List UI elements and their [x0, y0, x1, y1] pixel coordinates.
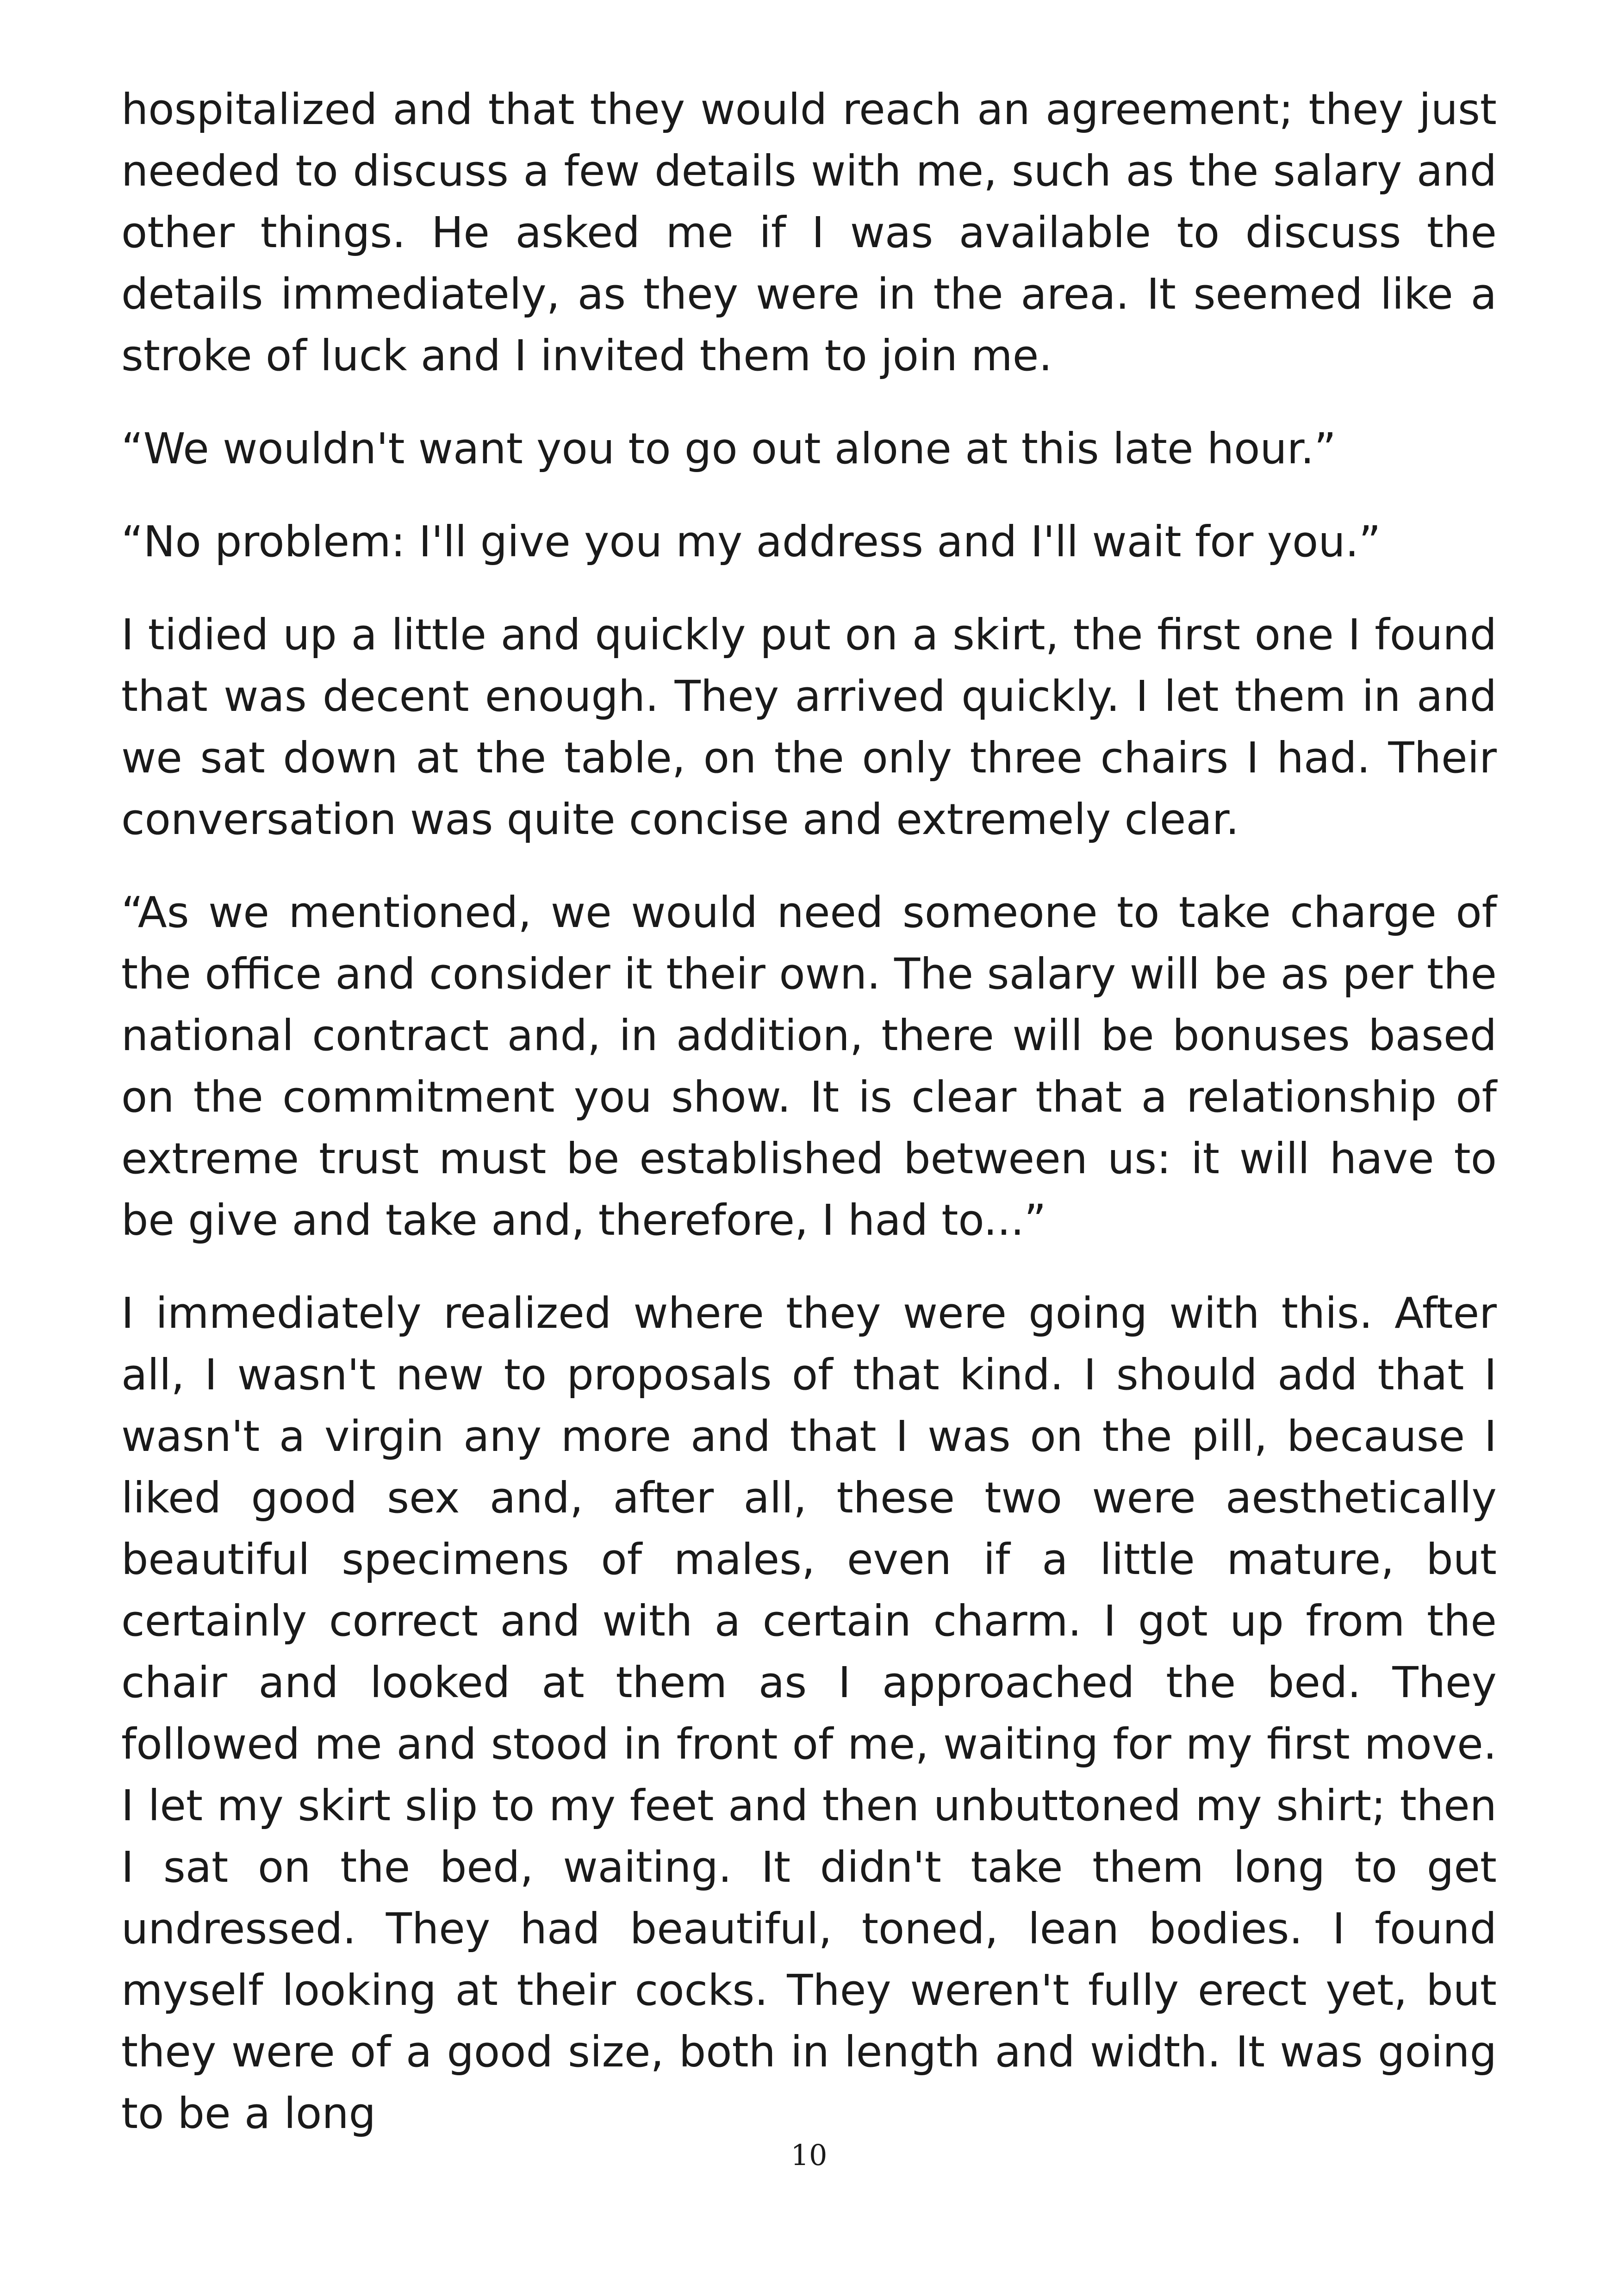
paragraph: “We wouldn't want you to go out alone at this late hour.” [121, 424, 1337, 473]
page-number: 10 [790, 2138, 828, 2172]
page-body [121, 79, 1497, 2176]
paragraph: hospitalized and that they would reach an agreement; they just needed to discuss a few details with me, such as the salary and other things. He asked me if I was available to discuss the details immediately, as they were in the area. It seemed like a stroke of luck and I invited them to join me. [121, 85, 1497, 380]
paragraph: “As we mentioned, we would need someone to take charge of the office and consider it their own. The salary will be as per the national contract and, in addition, there will be bonuses based on the commitment you show. It is clear that a relationship of extreme trust must be established between us: it will have to be give and take and, therefore, I had to...” [121, 888, 1497, 1245]
paragraph: I immediately realized where they were going with this. After all, I wasn't new to proposals of that kind. I should add that I wasn't a virgin any more and that I was on the pill, because I liked good sex and, after all, these two were aesthetically beautiful specimens of males, even if a little mature, but certainly correct and with a certain charm. I got up from the chair and looked at them as I approached the bed. They followed me and stood in front of me, waiting for my first move. I let my skirt slip to my feet and then unbuttoned my shirt; then I sat on the bed, waiting. It didn't take them long to get undressed. They had beautiful, toned, lean bodies. I found myself looking at their cocks. They weren't fully erect yet, but they were of a good size, both in length and width. It was going to be a long [121, 1288, 1497, 2138]
paragraph: “No problem: I'll give you my address and I'll wait for you.” [121, 517, 1381, 566]
paragraph: I tidied up a little and quickly put on a skirt, the first one I found that was decent enough. They arrived quickly. I let them in and we sat down at the table, on the only three chairs I had. Their conversation was quite concise and extremely clear. [121, 610, 1497, 844]
